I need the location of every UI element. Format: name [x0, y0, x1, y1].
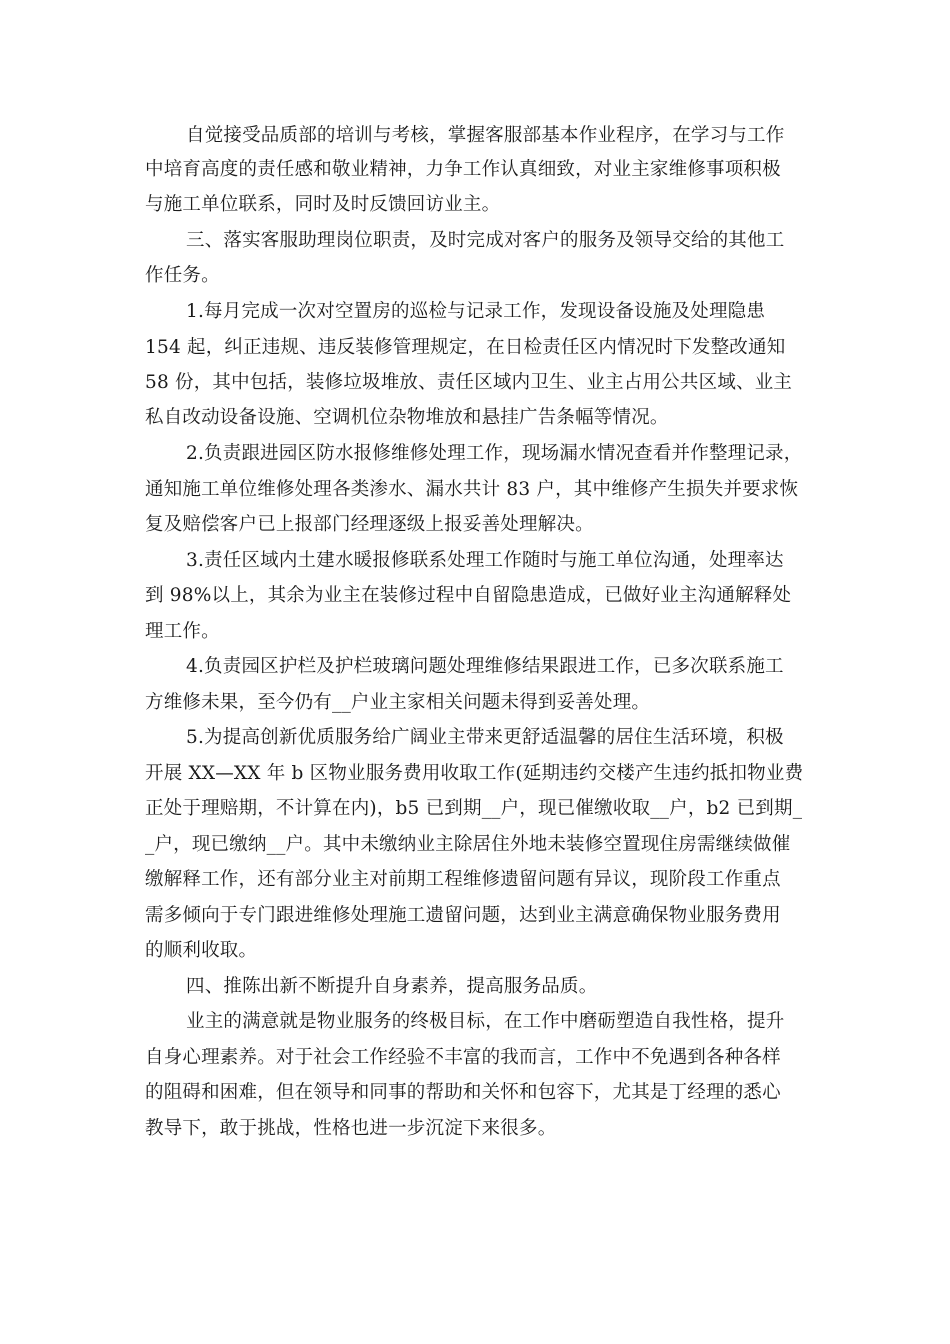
text-line: 到 98%以上，其余为业主在装修过程中自留隐患造成，已做好业主沟通解释处 — [145, 585, 792, 606]
text-line: 1.每月完成一次对空置房的巡检与记录工作，发现设备设施及处理隐患 — [186, 301, 766, 322]
text-line: 正处于理赔期，不计算在内)，b5 已到期__户，现已催缴收取__户，b2 已到期_ — [145, 798, 803, 819]
text-line: 4.负责园区护栏及护栏玻璃问题处理维修结果跟进工作，已多次联系施工 — [186, 656, 784, 677]
text-line: 缴解释工作，还有部分业主对前期工程维修遗留问题有异议，现阶段工作重点 — [145, 869, 781, 890]
section-heading: 三、落实客服助理岗位职责，及时完成对客户的服务及领导交给的其他工 — [186, 230, 785, 251]
text-line: 与施工单位联系，同时及时反馈回访业主。 — [145, 194, 501, 215]
text-line: 通知施工单位维修处理各类渗水、漏水共计 83 户，其中维修产生损失并要求恢 — [145, 479, 799, 500]
text-line: 中培育高度的责任感和敬业精神，力争工作认真细致，对业主家维修事项积极 — [145, 159, 781, 180]
text-line: 业主的满意就是物业服务的终极目标，在工作中磨砺塑造自我性格，提升 — [186, 1011, 785, 1032]
text-line: 154 起，纠正违规、违反装修管理规定，在日检责任区内情况时下发整改通知 — [145, 337, 786, 358]
text-line: 的阻碍和困难，但在领导和同事的帮助和关怀和包容下，尤其是丁经理的悉心 — [145, 1082, 781, 1103]
text-line: 开展 XX—XX 年 b 区物业服务费用收取工作(延期违约交楼产生违约抵扣物业费 — [145, 763, 804, 784]
text-line: _户，现已缴纳__户。其中未缴纳业主除居住外地未装修空置现住房需继续做催 — [145, 834, 791, 855]
text-line: 自身心理素养。对于社会工作经验不丰富的我而言，工作中不免遇到各种各样 — [145, 1047, 781, 1068]
text-line: 2.负责跟进园区防水报修维修处理工作，现场漏水情况查看并作整理记录， — [186, 443, 803, 464]
text-line: 58 份，其中包括，装修垃圾堆放、责任区域内卫生、业主占用公共区域、业主 — [145, 372, 793, 393]
text-line: 自觉接受品质部的培训与考核，掌握客服部基本作业程序，在学习与工作 — [186, 125, 785, 146]
text-line: 私自改动设备设施、空调机位杂物堆放和悬挂广告条幅等情况。 — [145, 407, 669, 428]
text-line: 理工作。 — [145, 621, 220, 642]
text-line: 复及赔偿客户已上报部门经理逐级上报妥善处理解决。 — [145, 514, 594, 535]
section-heading: 四、推陈出新不断提升自身素养，提高服务品质。 — [186, 976, 598, 997]
text-line: 需多倾向于专门跟进维修处理施工遗留问题，达到业主满意确保物业服务费用 — [145, 905, 781, 926]
text-line: 作任务。 — [145, 265, 220, 286]
text-line: 方维修未果，至今仍有__户业主家相关问题未得到妥善处理。 — [145, 692, 651, 713]
text-line: 的顺利收取。 — [145, 940, 258, 961]
text-line: 教导下，敢于挑战，性格也进一步沉淀下来很多。 — [145, 1118, 557, 1139]
text-line: 5.为提高创新优质服务给广阔业主带来更舒适温馨的居住生活环境，积极 — [186, 727, 784, 748]
text-line: 3.责任区域内土建水暖报修联系处理工作随时与施工单位沟通，处理率达 — [186, 550, 784, 571]
